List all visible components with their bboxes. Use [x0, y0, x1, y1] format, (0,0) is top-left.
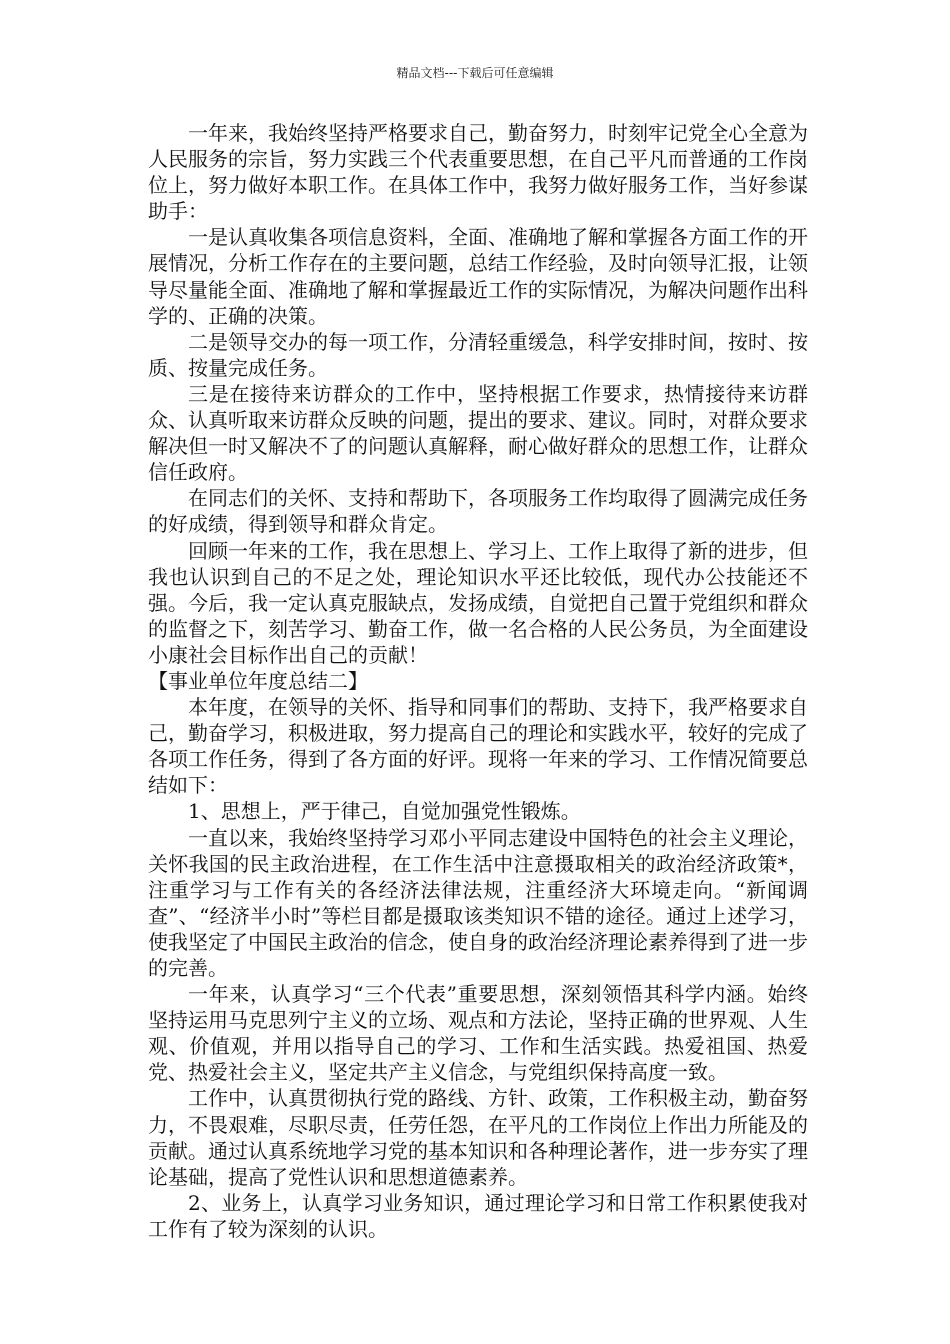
paragraph: 本年度，在领导的关怀、指导和同事们的帮助、支持下，我严格要求自己，勤奋学习，积极进取，努力提高自己的理论和实践水平，较好的完成了各项工作任务，得到了各方面的好评。现将一年来的学习、工作情况简要总结如下： — [148, 695, 808, 798]
paragraph: 一年来，我始终坚持严格要求自己，勤奋努力，时刻牢记党全心全意为人民服务的宗旨，努力实践三个代表重要思想，在自己平凡而普通的工作岗位上，努力做好本职工作。在具体工作中，我努力做好服务工作，当好参谋助手： — [148, 121, 808, 224]
section-heading: 【事业单位年度总结二】 — [148, 668, 368, 693]
paragraph: 一年来，认真学习“三个代表”重要思想，深刻领悟其科学内涵。始终坚持运用马克思列宁主义的立场、观点和方法论，坚持正确的世界观、人生观、价值观，并用以指导自己的学习、工作和生活实践。热爱祖国、热爱党、热爱社会主义，坚定共产主义信念，与党组织保持高度一致。 — [148, 982, 808, 1085]
paragraph: 回顾一年来的工作，我在思想上、学习上、工作上取得了新的进步，但我也认识到自己的不足之处，理论知识水平还比较低，现代办公技能还不强。今后，我一定认真克服缺点，发扬成绩，自觉把自己置于党组织和群众的监督之下，刻苦学习、勤奋工作，做一名合格的人民公务员，为全面建设小康社会目标作出自己的贡献！ — [148, 538, 808, 667]
paragraph: 一是认真收集各项信息资料，全面、准确地了解和掌握各方面工作的开展情况，分析工作存在的主要问题，总结工作经验，及时向领导汇报，让领导尽量能全面、准确地了解和掌握最近工作的实际情况，为解决问题作出科学的、正确的决策。 — [148, 225, 808, 328]
paragraph: 一直以来，我始终坚持学习邓小平同志建设中国特色的社会主义理论，关怀我国的民主政治进程，在工作生活中注意摄取相关的政治经济政策*，注重学习与工作有关的各经济法律法规，注重经济大环境走向。“新闻调查”、“经济半小时”等栏目都是摄取该类知识不错的途径。通过上述学习，使我坚定了中国民主政治的信念，使自身的政治经济理论素养得到了进一步的完善。 — [148, 825, 808, 980]
paragraph: 2、业务上，认真学习业务知识，通过理论学习和日常工作积累使我对工作有了较为深刻的认识。 — [148, 1190, 808, 1241]
page-header: 精品文档---下载后可任意编辑 — [396, 66, 554, 80]
paragraph: 三是在接待来访群众的工作中，坚持根据工作要求，热情接待来访群众、认真听取来访群众反映的问题，提出的要求、建议。同时，对群众要求解决但一时又解决不了的问题认真解释，耐心做好群众的思想工作，让群众信任政府。 — [148, 381, 808, 485]
paragraph: 二是领导交办的每一项工作，分清轻重缓急，科学安排时间，按时、按质、按量完成任务。 — [148, 329, 808, 380]
document-body — [148, 120, 808, 1242]
paragraph: 工作中，认真贯彻执行党的路线、方针、政策，工作积极主动，勤奋努力，不畏艰难，尽职尽责，任劳任怨，在平凡的工作岗位上作出力所能及的贡献。通过认真系统地学习党的基本知识和各种理论著作，进一步夯实了理论基础，提高了党性认识和思想道德素养。 — [148, 1086, 808, 1189]
paragraph: 1、思想上，严于律己，自觉加强党性锻炼。 — [188, 799, 581, 824]
paragraph: 在同志们的关怀、支持和帮助下，各项服务工作均取得了圆满完成任务的好成绩，得到领导和群众肯定。 — [148, 486, 808, 537]
